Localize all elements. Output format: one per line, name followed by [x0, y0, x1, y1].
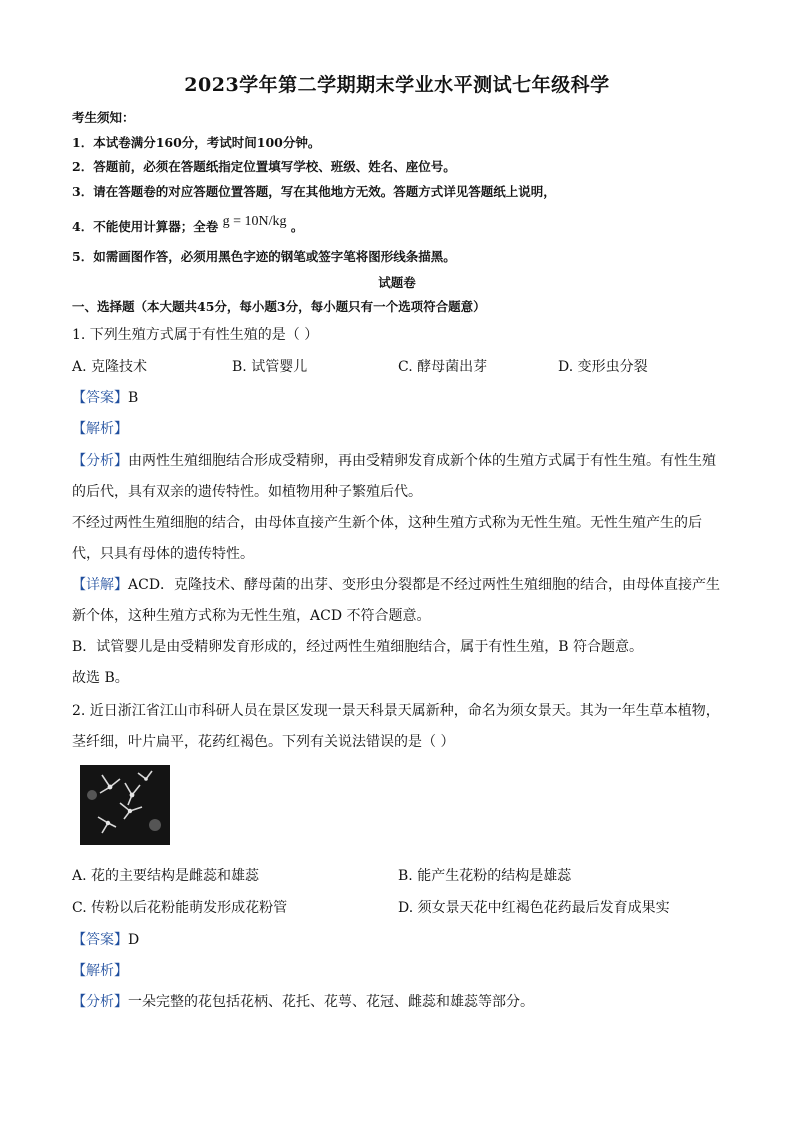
q1-fenxi-line-4: 代，只具有母体的遗传特性。 — [72, 546, 254, 562]
q2-analysis-tag: 【解析】 — [72, 963, 128, 979]
q1-answer-tag: 【答案】 — [72, 390, 128, 406]
q1-option-a: A. 克隆技术 — [72, 359, 148, 375]
q2-answer-value: D — [128, 932, 140, 948]
notice-item-3: 3．请在答题卷的对应答题位置答题，写在其他地方无效。答题方式详见答题纸上说明， — [72, 184, 556, 199]
q2-fenxi-tag: 【分析】 — [72, 994, 128, 1010]
q1-analysis-tag: 【解析】 — [72, 421, 128, 437]
notice-formula: g = 10N/kg — [222, 214, 287, 229]
q1-fenxi-tag: 【分析】 — [72, 453, 128, 469]
q1-stem: 1. 下列生殖方式属于有性生殖的是（ ） — [72, 327, 319, 343]
q2-answer-tag: 【答案】 — [72, 932, 128, 948]
page-title: 2023学年第二学期期末学业水平测试七年级科学 — [184, 74, 610, 96]
q1-xiangjie-line-1 — [72, 574, 720, 594]
flower-photo-graphic — [80, 765, 170, 845]
q2-answer — [72, 929, 139, 949]
q1-fenxi-line-2: 的后代，具有双亲的遗传特性。如植物用种子繁殖后代。 — [72, 484, 422, 500]
q2-fenxi-text-1: 一朵完整的花包括花柄、花托、花萼、花冠、雌蕊和雄蕊等部分。 — [128, 994, 534, 1010]
q1-option-b: B. 试管婴儿 — [232, 359, 308, 375]
q2-stem-line-1: 2. 近日浙江省江山市科研人员在景区发现一景天科景天属新种，命名为须女景天。其为一年生草本植物， — [72, 703, 720, 719]
q1-xiangjie-text-1: ACD．克隆技术、酵母菌的出芽、变形虫分裂都是不经过两性生殖细胞的结合，由母体直接产生 — [128, 577, 721, 593]
notice-item-4 — [72, 214, 304, 236]
q2-option-b: B. 能产生花粉的结构是雄蕊 — [398, 868, 572, 884]
q2-option-c: C. 传粉以后花粉能萌发形成花粉管 — [72, 900, 288, 916]
notice-item-5: 5．如需画图作答，必须用黑色字迹的钢笔或签字笔将图形线条描黑。 — [72, 249, 456, 264]
section-title: 试题卷 — [378, 275, 416, 290]
flower-photo — [80, 765, 170, 845]
q1-xiangjie-line-4: 故选 B。 — [72, 670, 129, 686]
notice-heading: 考生须知： — [72, 110, 135, 125]
q1-option-d: D. 变形虫分裂 — [558, 359, 648, 375]
q1-xiangjie-line-2: 新个体，这种生殖方式称为无性生殖，ACD 不符合题意。 — [72, 608, 431, 624]
q1-xiangjie-tag: 【详解】 — [72, 577, 128, 593]
q2-stem-line-2: 茎纤细，叶片扁平，花药红褐色。下列有关说法错误的是（ ） — [72, 734, 455, 750]
q1-fenxi-line-1 — [72, 450, 716, 470]
q2-option-d: D. 须女景天花中红褐色花药最后发育成果实 — [398, 900, 670, 916]
q1-answer — [72, 387, 138, 407]
q2-option-a: A. 花的主要结构是雌蕊和雄蕊 — [72, 868, 260, 884]
q1-fenxi-text-1: 由两性生殖细胞结合形成受精卵，再由受精卵发育成新个体的生殖方式属于有性生殖。有性生殖 — [128, 453, 716, 469]
notice-item-4-text: 4．不能使用计算器；全卷 — [72, 219, 219, 234]
notice-item-1: 1．本试卷满分160分，考试时间100分钟。 — [72, 135, 321, 150]
notice-formula-suffix: 。 — [290, 219, 304, 234]
q1-answer-value: B — [128, 390, 139, 406]
section-heading: 一、选择题（本大题共45分，每小题3分，每小题只有一个选项符合题意） — [72, 299, 486, 314]
q2-fenxi-line-1 — [72, 991, 534, 1011]
q1-xiangjie-line-3: B．试管婴儿是由受精卵发育形成的，经过两性生殖细胞结合，属于有性生殖，B 符合题意。 — [72, 639, 644, 655]
q1-fenxi-line-3: 不经过两性生殖细胞的结合，由母体直接产生新个体，这种生殖方式称为无性生殖。无性生殖产生的后 — [72, 515, 702, 531]
notice-item-2: 2．答题前，必须在答题纸指定位置填写学校、班级、姓名、座位号。 — [72, 159, 456, 174]
q1-option-c: C. 酵母菌出芽 — [398, 359, 488, 375]
